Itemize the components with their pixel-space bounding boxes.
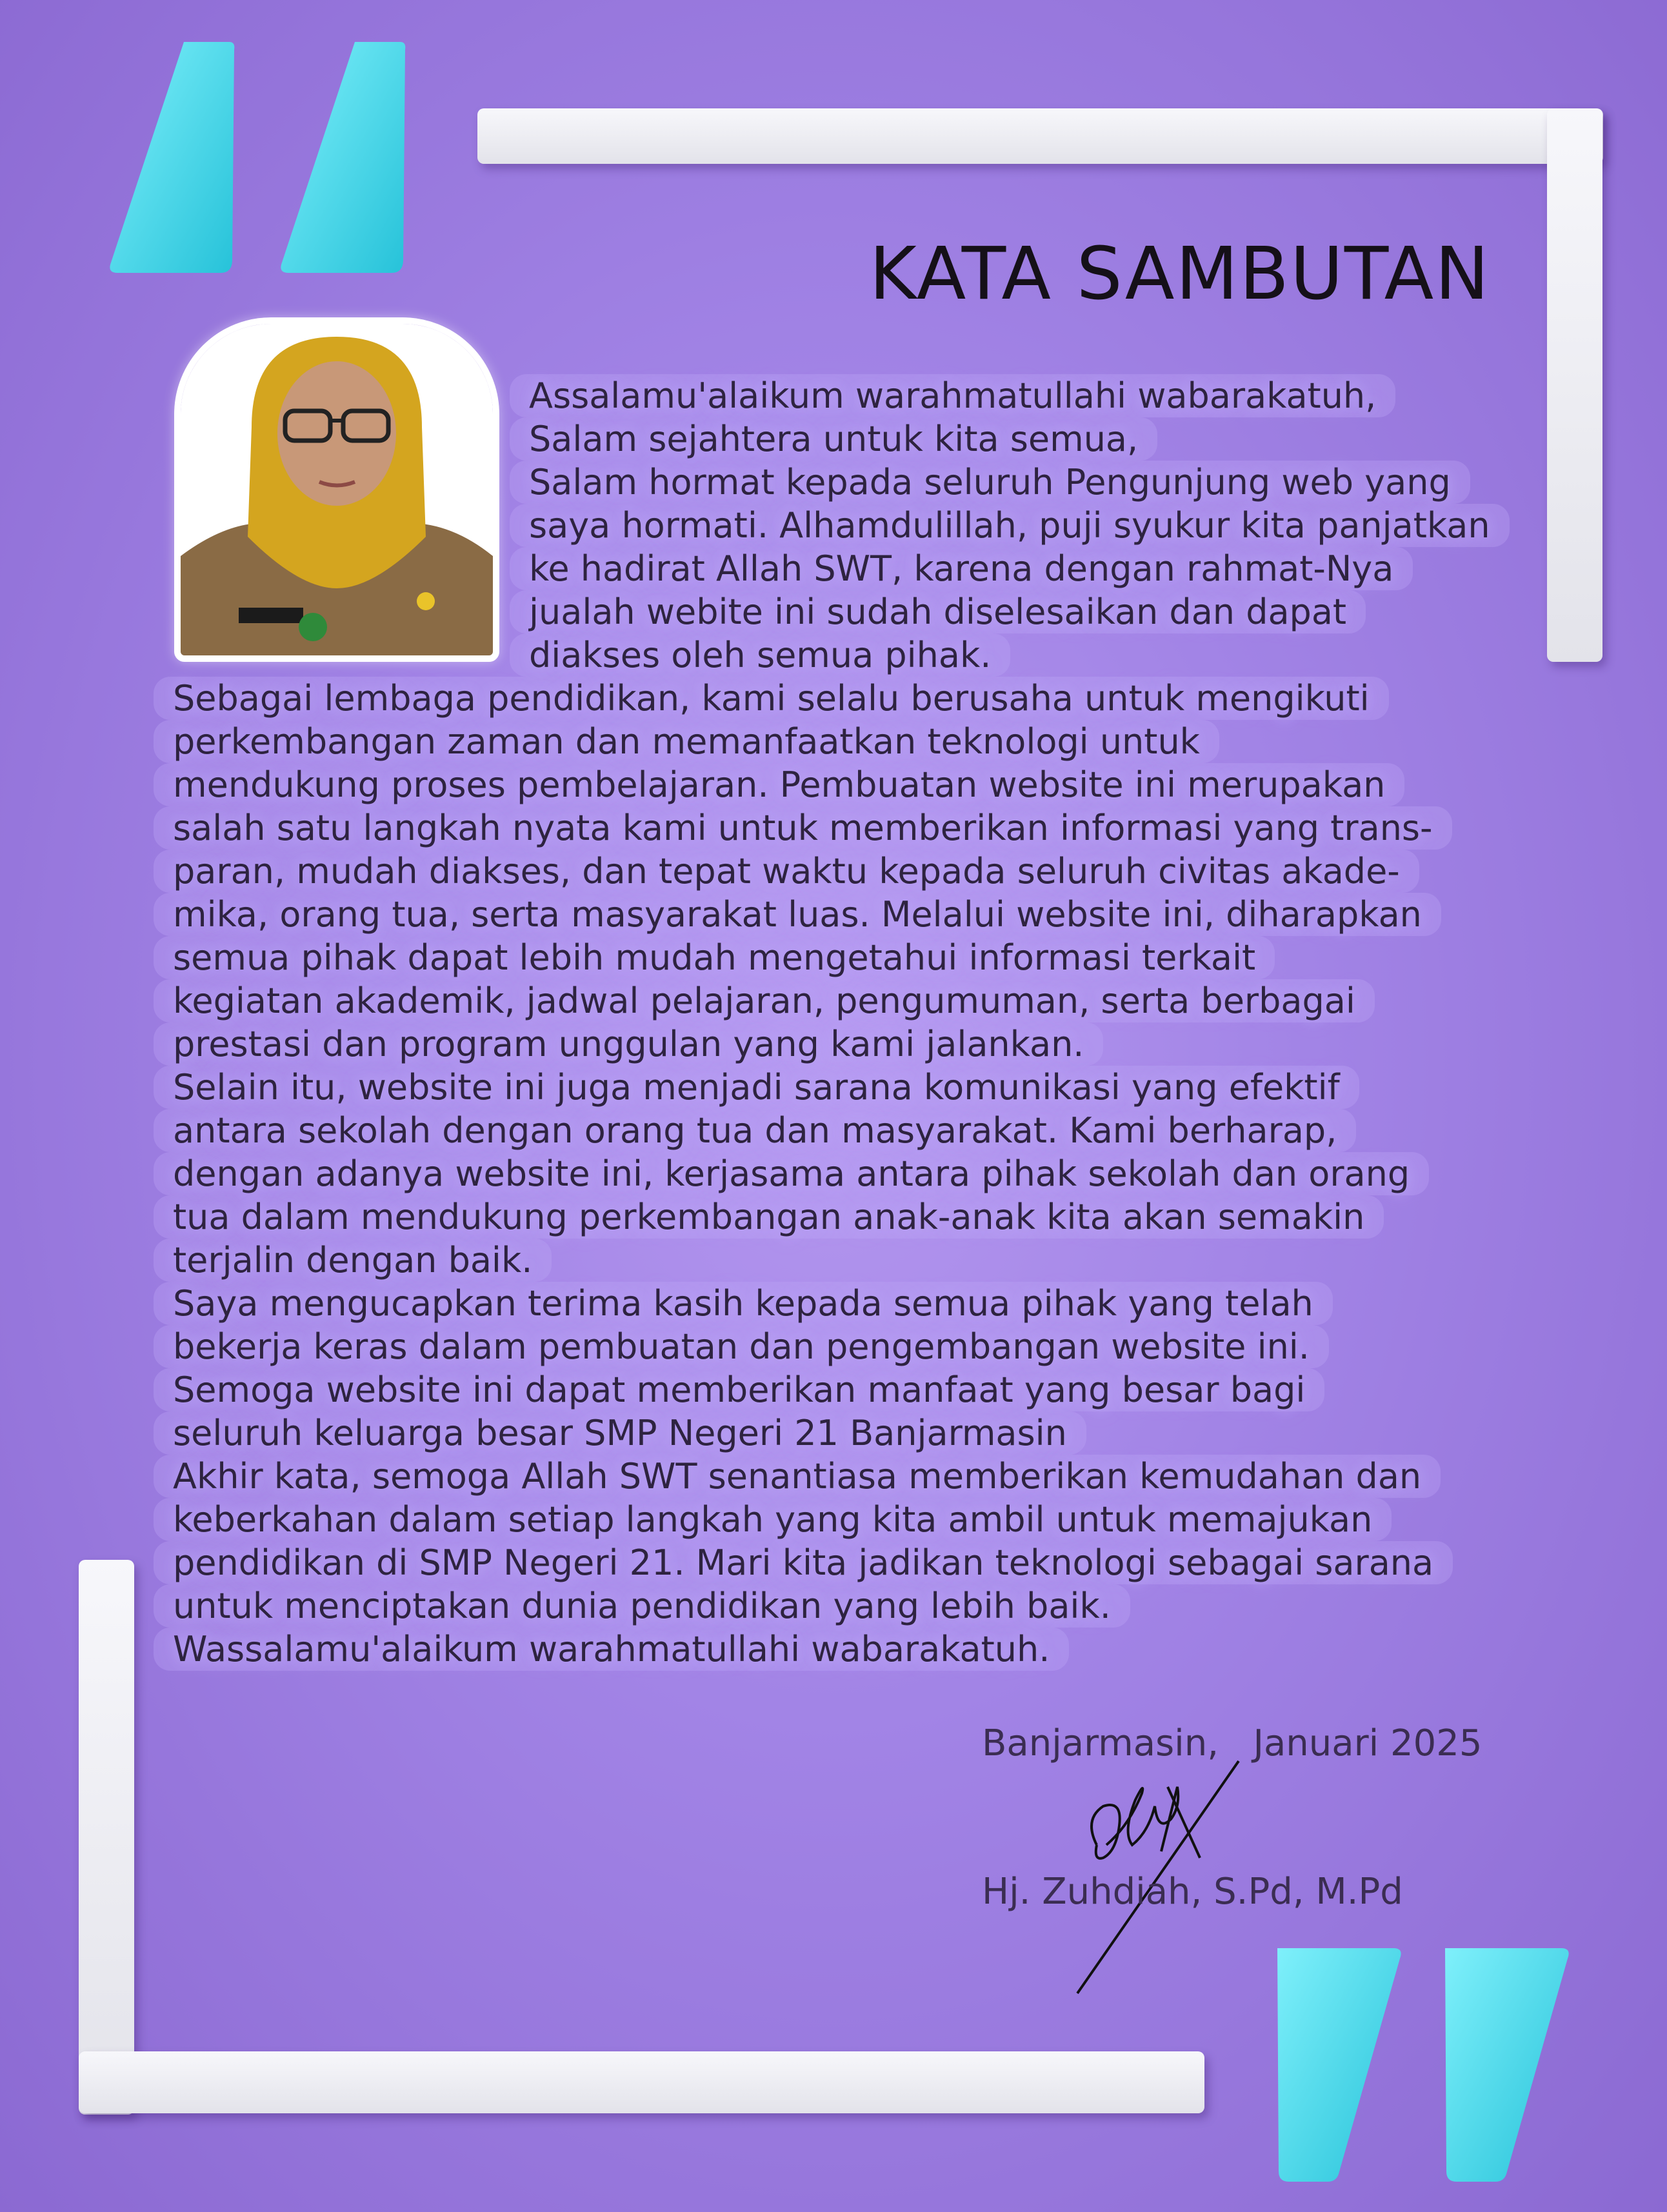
principal-photo <box>174 317 499 662</box>
text-line: paran, mudah diakses, dan tepat waktu kepada seluruh civitas akade- <box>154 850 1419 893</box>
text-line: semua pihak dapat lebih mudah mengetahui informasi terkait <box>154 936 1275 979</box>
text-line: Salam sejahtera untuk kita semua, <box>510 417 1157 461</box>
text-line: salah satu langkah nyata kami untuk memberikan informasi yang trans- <box>154 806 1452 850</box>
text-line: Sebagai lembaga pendidikan, kami selalu berusaha untuk mengikuti <box>154 677 1389 720</box>
text-line: kegiatan akademik, jadwal pelajaran, pengumuman, serta berbagai <box>154 979 1375 1022</box>
text-line: Saya mengucapkan terima kasih kepada semua pihak yang telah <box>154 1282 1333 1325</box>
frame-top-bar <box>477 108 1603 164</box>
text-line: mendukung proses pembelajaran. Pembuatan website ini merupakan <box>154 763 1404 806</box>
text-line: antara sekolah dengan orang tua dan masyarakat. Kami berharap, <box>154 1109 1356 1152</box>
opening-quote-icon <box>103 35 413 281</box>
text-line: Wassalamu'alaikum warahmatullahi wabarakatuh. <box>154 1628 1069 1671</box>
text-line: Assalamu'alaikum warahmatullahi wabarakatuh, <box>510 374 1395 417</box>
intro-paragraph <box>529 374 1510 677</box>
text-line: Salam hormat kepada seluruh Pengunjung web yang <box>510 461 1470 504</box>
text-line: bekerja keras dalam pembuatan dan pengembangan website ini. <box>154 1325 1329 1368</box>
text-line: diakses oleh semua pihak. <box>510 633 1010 677</box>
text-line: ke hadirat Allah SWT, karena dengan rahmat-Nya <box>510 547 1413 590</box>
text-line: mika, orang tua, serta masyarakat luas. Melalui website ini, diharapkan <box>154 893 1441 936</box>
signature-place-date: Banjarmasin, Januari 2025 <box>982 1722 1482 1764</box>
page-title: KATA SAMBUTAN <box>869 232 1490 316</box>
text-line: saya hormati. Alhamdulillah, puji syukur kita panjatkan <box>510 504 1510 547</box>
text-line: Selain itu, website ini juga menjadi sarana komunikasi yang efektif <box>154 1066 1359 1109</box>
body-paragraph <box>173 677 1453 1671</box>
text-line: seluruh keluarga besar SMP Negeri 21 Banjarmasin <box>154 1411 1086 1455</box>
frame-bottom-bar <box>79 2051 1204 2113</box>
text-line: tua dalam mendukung perkembangan anak-anak kita akan semakin <box>154 1195 1384 1239</box>
frame-left-bar <box>79 1560 134 2115</box>
text-line: Akhir kata, semoga Allah SWT senantiasa memberikan kemudahan dan <box>154 1455 1441 1498</box>
text-line: jualah webite ini sudah diselesaikan dan dapat <box>510 590 1366 633</box>
closing-quote-icon <box>1264 1942 1574 2187</box>
text-line: untuk menciptakan dunia pendidikan yang lebih baik. <box>154 1584 1130 1628</box>
text-line: keberkahan dalam setiap langkah yang kita ambil untuk memajukan <box>154 1498 1392 1541</box>
text-line: perkembangan zaman dan memanfaatkan teknologi untuk <box>154 720 1219 763</box>
text-line: terjalin dengan baik. <box>154 1239 552 1282</box>
text-line: prestasi dan program unggulan yang kami jalankan. <box>154 1022 1103 1066</box>
frame-right-bar <box>1547 108 1602 662</box>
signature-name: Hj. Zuhdiah, S.Pd, M.Pd <box>982 1871 1403 1913</box>
text-line: pendidikan di SMP Negeri 21. Mari kita jadikan teknologi sebagai sarana <box>154 1541 1453 1584</box>
text-line: dengan adanya website ini, kerjasama antara pihak sekolah dan orang <box>154 1152 1429 1195</box>
text-line: Semoga website ini dapat memberikan manfaat yang besar bagi <box>154 1368 1324 1411</box>
